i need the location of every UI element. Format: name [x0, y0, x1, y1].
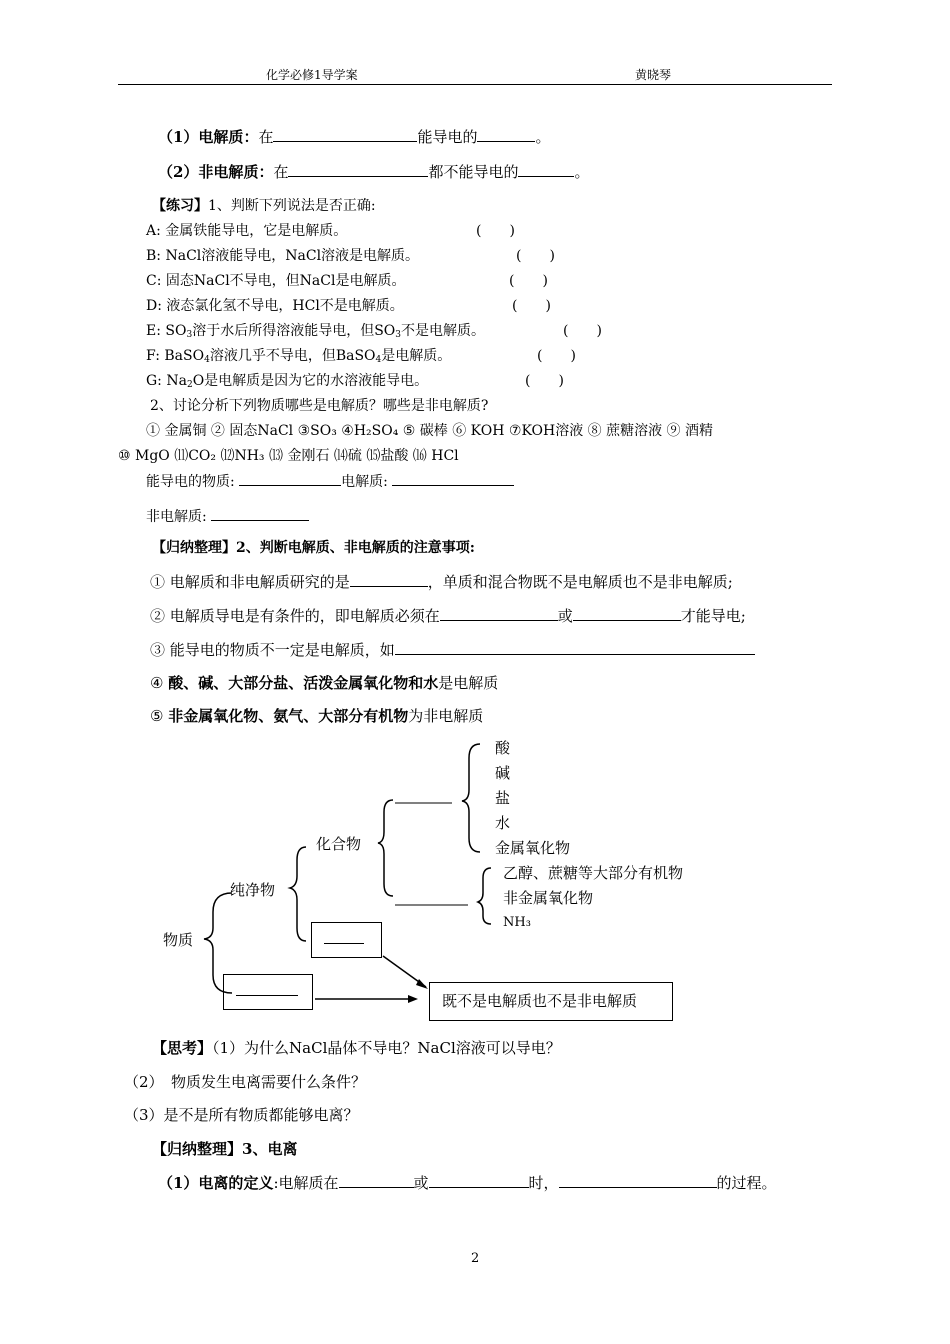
think-label: 【思考】 — [152, 1039, 213, 1057]
ionization-text: :电解质在 — [273, 1174, 339, 1192]
header-author: 黄晓琴 — [635, 68, 672, 82]
blank[interactable] — [392, 471, 514, 486]
practice-title: 1、判断下列说法是否正确: — [208, 198, 376, 214]
node-nonelectrolyte-item: NH₃ — [503, 915, 531, 930]
blank[interactable] — [395, 640, 755, 655]
note-text: 或 — [557, 607, 573, 625]
item-text: 液态氯化氢不导电，HCl不是电解质。 — [166, 298, 404, 314]
node-pure: 纯净物 — [230, 881, 276, 899]
note-4 — [150, 673, 498, 693]
brace — [378, 800, 393, 896]
substance-list-2: ⑩ MgO ⑾CO₂ ⑿NH₃ ⒀ 金刚石 ⒁硫 ⒂盐酸 ⒃ HCl — [118, 448, 459, 464]
note-text: ⑤ — [150, 707, 169, 725]
item-text: 是电解质。 — [381, 348, 452, 364]
note-text: ④ — [150, 674, 169, 692]
answer-conductive — [146, 471, 514, 492]
blank[interactable] — [288, 162, 428, 177]
arrowhead — [408, 995, 418, 1003]
ionization-text: 时， — [528, 1174, 559, 1192]
blank[interactable] — [273, 127, 417, 142]
subscript: 3 — [395, 330, 402, 340]
answer-paren[interactable]: ( ) — [509, 273, 548, 289]
subscript: 2 — [186, 380, 193, 390]
substance-list-1: ① 金属铜 ② 固态NaCl ③SO₃ ④H₂SO₄ ⑤ 碳棒 ⑥ KOH ⑦KOH溶液 ⑧ 蔗糖溶液 ⑨ 酒精 — [146, 423, 714, 439]
item-text: NaCl溶液能导电，NaCl溶液是电解质。 — [165, 248, 420, 264]
blank-box-element[interactable] — [311, 922, 382, 958]
node-electrolyte-item: 金属氧化物 — [495, 839, 571, 857]
note-text: 为非电解质 — [408, 707, 484, 725]
node-nonelectrolyte-item: 非金属氧化物 — [503, 889, 594, 907]
page-number: 2 — [471, 1251, 480, 1266]
node-electrolyte-item: 盐 — [495, 789, 511, 807]
summary-label: 【归纳整理】 — [152, 540, 236, 556]
summary-label: 【归纳整理】 — [152, 1140, 243, 1158]
item-text: 溶于水后所得溶液能导电，但SO — [192, 323, 396, 339]
item-text: 金属铁能导电，它是电解质。 — [165, 223, 348, 239]
practice-item-g — [146, 371, 428, 395]
item-text: Na — [166, 373, 187, 389]
think-q1 — [152, 1038, 561, 1058]
header-title: 化学必修1导学案 — [266, 68, 358, 82]
item-key: B: — [146, 248, 162, 264]
answer-paren[interactable]: ( ) — [516, 248, 555, 264]
note-1 — [150, 572, 733, 592]
blank[interactable] — [573, 606, 681, 621]
practice-item-d — [146, 296, 404, 316]
item-key: D: — [146, 298, 162, 314]
def-text: 在 — [258, 128, 274, 146]
node-electrolyte-item: 酸 — [495, 739, 511, 757]
ionization-text: 或 — [413, 1174, 429, 1192]
note-text: ① 电解质和非电解质研究的是 — [150, 573, 350, 591]
def-nonelectrolyte-label: （2）非电解质： — [158, 163, 274, 181]
def-text: 。 — [574, 163, 590, 181]
brace — [478, 868, 491, 924]
item-key: A: — [146, 223, 161, 239]
note-bold: 酸、碱、大部分盐、活泼金属氧化物和水 — [168, 674, 439, 692]
def-electrolyte-label: （1）电解质： — [158, 128, 259, 146]
node-substance: 物质 — [163, 931, 194, 949]
item-key: E: — [146, 323, 161, 339]
note-3 — [150, 640, 755, 660]
node-electrolyte-item: 水 — [495, 814, 511, 832]
item-text: BaSO — [164, 348, 205, 364]
blank — [236, 995, 298, 996]
answer-paren[interactable]: ( ) — [476, 223, 515, 239]
note-bold: 非金属氧化物、氨气、大部分有机物 — [168, 707, 409, 725]
note-text: ，单质和混合物既不是电解质也不是非电解质; — [427, 573, 733, 591]
brace — [462, 744, 480, 852]
note-text: 是电解质 — [438, 674, 499, 692]
node-compound: 化合物 — [316, 835, 362, 853]
node-neither-label: 既不是电解质也不是非电解质 — [442, 992, 638, 1010]
answer-label: 能导电的物质: — [146, 474, 235, 490]
item-text: 固态NaCl不导电，但NaCl是电解质。 — [165, 273, 406, 289]
practice-item-a — [146, 221, 347, 241]
item-text: SO — [165, 323, 187, 339]
item-text: 不是电解质。 — [401, 323, 486, 339]
answer-paren[interactable]: ( ) — [512, 298, 551, 314]
question-2: 2、讨论分析下列物质哪些是电解质？哪些是非电解质? — [150, 398, 489, 414]
practice-item-b — [146, 246, 419, 266]
arrowhead — [416, 979, 428, 989]
practice-heading — [152, 196, 376, 216]
subscript: 4 — [204, 355, 210, 365]
note-5 — [150, 706, 483, 726]
answer-nonelectrolyte — [146, 506, 309, 527]
def-text: 。 — [535, 128, 551, 146]
item-text: O是电解质是因为它的水溶液能导电。 — [192, 373, 429, 389]
think-text: （1）为什么NaCl晶体不导电？NaCl溶液可以导电？ — [212, 1039, 561, 1057]
blank[interactable] — [477, 127, 535, 142]
note-text: 才能导电; — [680, 607, 746, 625]
summary-title: 3、电离 — [242, 1140, 298, 1158]
answer-paren[interactable]: ( ) — [525, 373, 564, 389]
practice-label: 【练习】 — [152, 198, 208, 214]
item-key: F: — [146, 348, 160, 364]
node-nonelectrolyte-item: 乙醇、蔗糖等大部分有机物 — [503, 864, 684, 882]
node-neither — [429, 982, 673, 1021]
item-key: C: — [146, 273, 162, 289]
item-key: G: — [146, 373, 162, 389]
ionization-definition — [158, 1173, 777, 1193]
note-text: ③ 能导电的物质不一定是电解质，如 — [150, 641, 395, 659]
summary-title: 2、判断电解质、非电解质的注意事项: — [236, 540, 475, 556]
think-q3: （3）是不是所有物质都能够电离？ — [124, 1106, 359, 1124]
blank[interactable] — [518, 162, 574, 177]
def-nonelectrolyte — [158, 162, 590, 182]
blank[interactable] — [211, 506, 309, 521]
practice-item-e — [146, 321, 485, 345]
answer-paren[interactable]: ( ) — [537, 348, 576, 364]
blank[interactable] — [239, 471, 341, 486]
blank[interactable] — [350, 572, 428, 587]
blank[interactable] — [559, 1173, 717, 1188]
brace — [290, 847, 306, 941]
answer-paren[interactable]: ( ) — [563, 323, 602, 339]
subscript: 3 — [186, 330, 193, 340]
blank — [324, 943, 364, 944]
def-text: 能导电的 — [417, 128, 478, 146]
answer-label: 电解质: — [341, 474, 388, 490]
summary3-heading — [152, 1139, 297, 1159]
item-text: 溶液几乎不导电，但BaSO — [209, 348, 376, 364]
practice-item-c — [146, 271, 405, 291]
blank[interactable] — [339, 1173, 414, 1188]
think-q2: （2） 物质发生电离需要什么条件？ — [124, 1073, 367, 1091]
note-text: ② 电解质导电是有条件的，即电解质必须在 — [150, 607, 440, 625]
blank[interactable] — [440, 606, 558, 621]
def-text: 在 — [273, 163, 289, 181]
header-rule — [118, 84, 832, 85]
def-text: 都不能导电的 — [428, 163, 519, 181]
subscript: 4 — [375, 355, 382, 365]
node-electrolyte-item: 碱 — [495, 764, 511, 782]
summary2-heading — [152, 538, 475, 558]
ionization-text: 的过程。 — [716, 1174, 777, 1192]
answer-label: 非电解质: — [146, 509, 207, 525]
def-electrolyte — [158, 127, 551, 147]
note-2 — [150, 606, 746, 626]
blank[interactable] — [429, 1173, 529, 1188]
practice-item-f — [146, 346, 451, 370]
blank-box-mixture[interactable] — [223, 974, 313, 1010]
ionization-label: （1）电离的定义 — [158, 1174, 274, 1192]
